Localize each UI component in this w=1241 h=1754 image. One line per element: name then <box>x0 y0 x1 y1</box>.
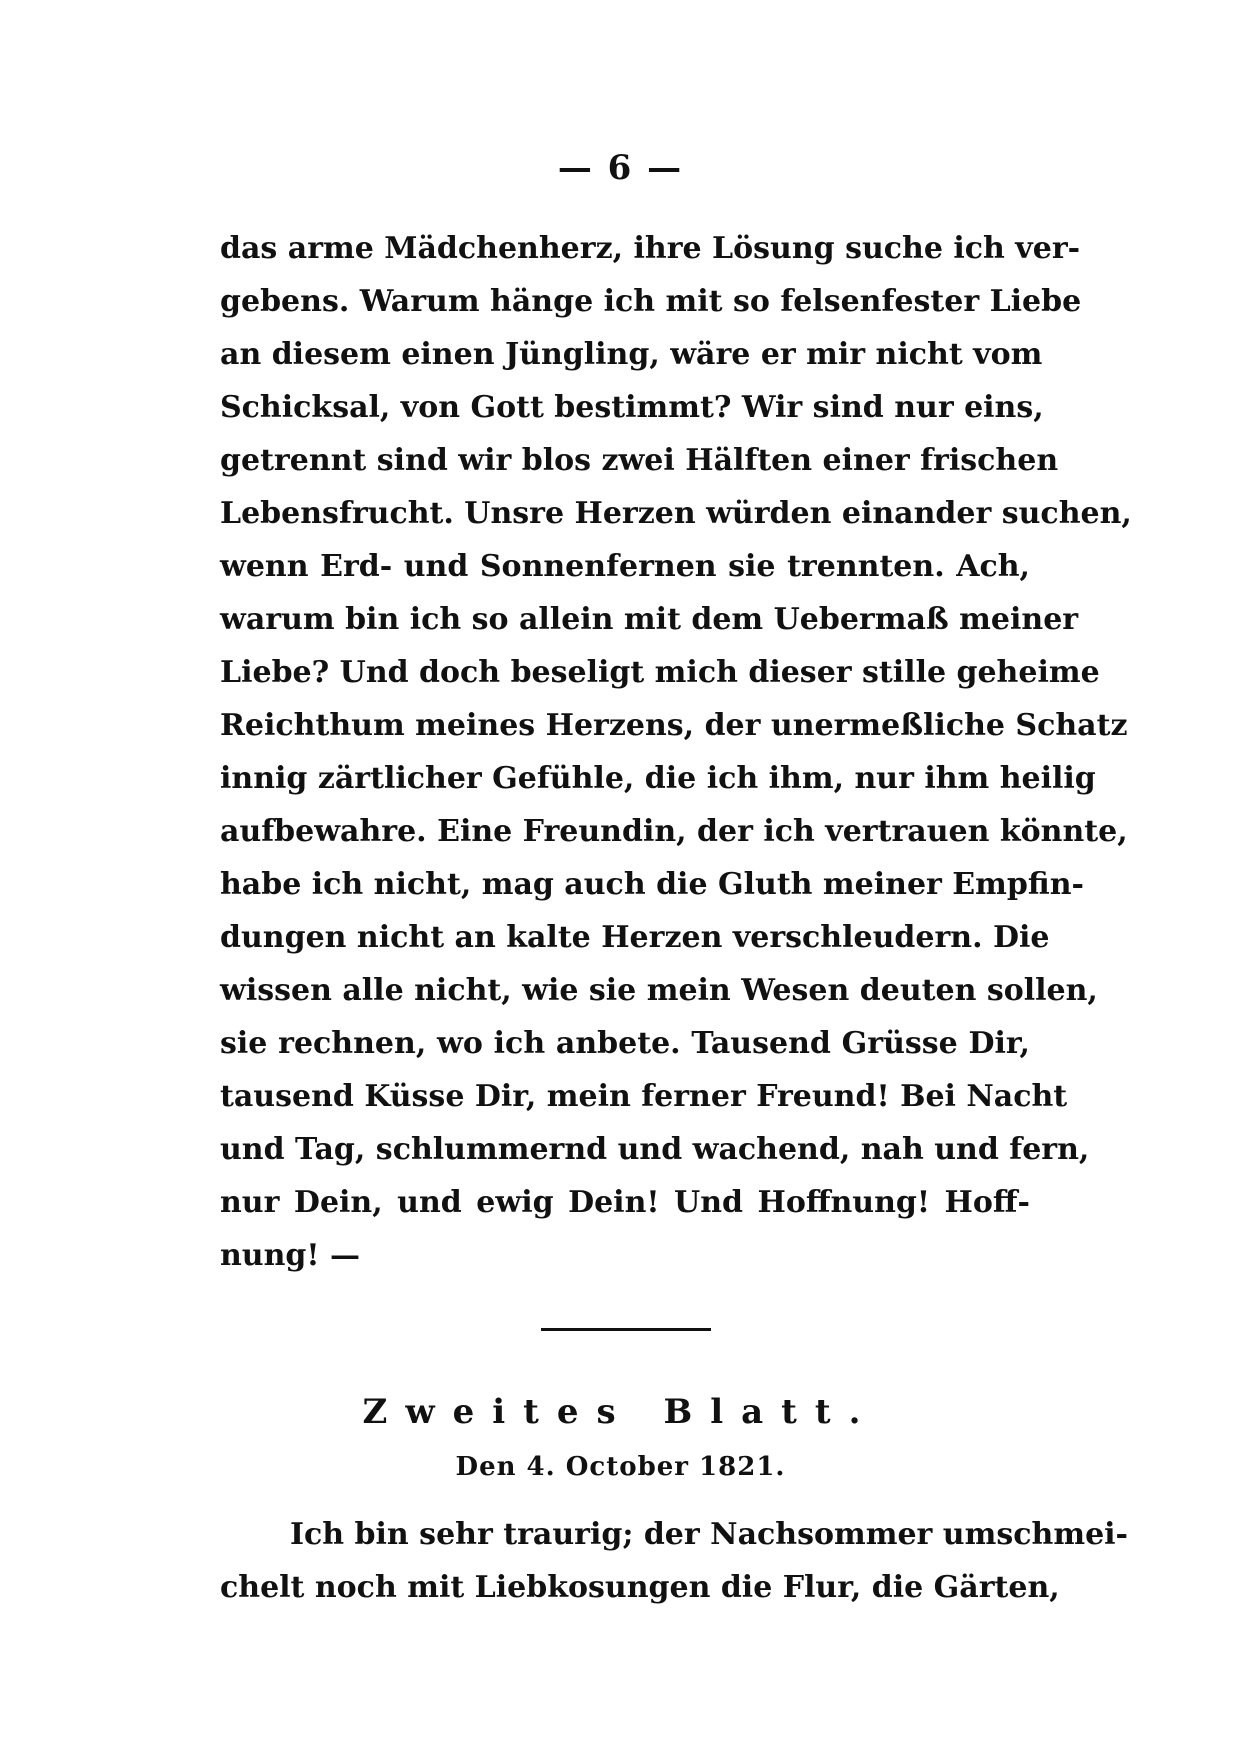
text-line: warum bin ich so allein mit dem Uebermaß meiner <box>220 602 1079 637</box>
text-line: wenn Erd- und Sonnenfernen sie trennten. Ach, <box>220 549 1030 584</box>
text-line: Ich bin sehr traurig; der Nachsommer umschmei- <box>290 1517 1129 1552</box>
text-line: an diesem einen Jüngling, wäre er mir nicht vom <box>220 337 1043 372</box>
text-line: wissen alle nicht, wie sie mein Wesen deuten sollen, <box>220 973 1098 1008</box>
text-line: nur Dein, und ewig Dein! Und Hoffnung! Hoff- <box>220 1185 1030 1220</box>
text-line: innig zärtlicher Gefühle, die ich ihm, nur ihm heilig <box>220 761 1096 796</box>
text-line: chelt noch mit Liebkosungen die Flur, die Gärten, <box>220 1570 1060 1605</box>
text-line: das arme Mädchenherz, ihre Lösung suche ich ver- <box>220 231 1081 266</box>
text-line: und Tag, schlummernd und wachend, nah und fern, <box>220 1132 1090 1167</box>
text-line: gebens. Warum hänge ich mit so felsenfester Liebe <box>220 284 1082 319</box>
text-line: aufbewahre. Eine Freundin, der ich vertrauen könnte, <box>220 814 1128 849</box>
text-line: Reichthum meines Herzens, der unermeßliche Schatz <box>220 708 1128 743</box>
text-line: Schicksal, von Gott bestimmt? Wir sind nur eins, <box>220 390 1044 425</box>
text-line: Lebensfrucht. Unsre Herzen würden einander suchen, <box>220 496 1132 531</box>
body-text <box>220 222 1132 1282</box>
text-line: sie rechnen, wo ich anbete. Tausend Grüsse Dir, <box>220 1026 1030 1061</box>
text-line: getrennt sind wir blos zwei Hälften einer frischen <box>220 443 1059 478</box>
text-line: dungen nicht an kalte Herzen verschleudern. Die <box>220 920 1050 955</box>
page-number: — 6 — <box>557 148 684 188</box>
text-line: Liebe? Und doch beseligt mich dieser stille geheime <box>220 655 1100 690</box>
text-line: tausend Küsse Dir, mein ferner Freund! Bei Nacht <box>220 1079 1068 1114</box>
section-date: Den 4. October 1821. <box>455 1452 786 1482</box>
text-line: nung! — <box>220 1238 361 1273</box>
section-text <box>220 1508 1129 1614</box>
section-title: Zweites Blatt. <box>362 1392 879 1432</box>
section-divider <box>541 1328 711 1331</box>
text-line: habe ich nicht, mag auch die Gluth meiner Empfin- <box>220 867 1084 902</box>
